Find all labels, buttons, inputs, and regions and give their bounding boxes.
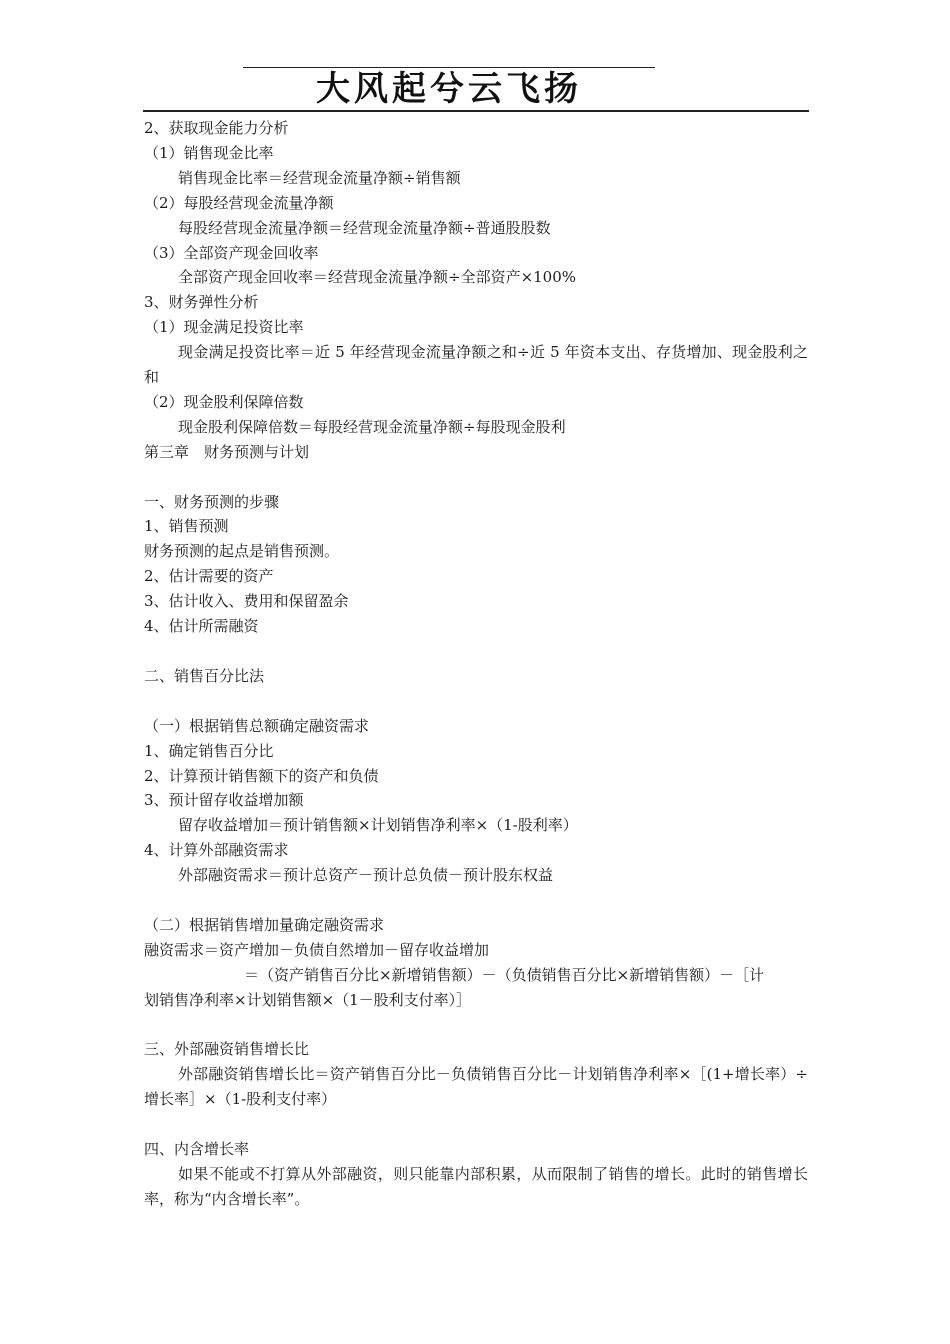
list-item: 1、确定销售百分比 xyxy=(144,741,274,760)
blank-line xyxy=(144,465,808,490)
list-item: 2、计算预计销售额下的资产和负债 xyxy=(144,766,379,785)
list-item: 2、估计需要的资产 xyxy=(144,567,274,586)
formula-line: 每股经营现金流量净额＝经营现金流量净额÷普通股股数 xyxy=(178,218,551,237)
subsection-heading: （1）现金满足投资比率 xyxy=(144,318,304,337)
list-item: 3、估计收入、费用和保留盈余 xyxy=(144,592,349,611)
formula-paragraph: 现金满足投资比率＝近 5 年经营现金流量净额之和÷近 5 年资本支出、存货增加、现金股利之和 xyxy=(144,343,808,387)
header-title: 大风起兮云飞扬 xyxy=(316,69,582,109)
list-item: 4、计算外部融资需求 xyxy=(144,841,289,860)
list-item: 4、估计所需融资 xyxy=(144,617,259,636)
header-rule-bottom xyxy=(143,110,809,112)
section-heading: 一、财务预测的步骤 xyxy=(144,492,280,511)
formula-paragraph: 外部融资销售增长比＝资产销售百分比－负债销售百分比－计划销售净利率×［(1+增长率）÷增长率］×（1-股利支付率） xyxy=(144,1065,808,1109)
formula-line: 销售现金比率＝经营现金流量净额÷销售额 xyxy=(178,168,461,187)
subsection-heading: （2）每股经营现金流量净额 xyxy=(144,193,334,212)
blank-line xyxy=(144,1013,808,1038)
subsection-heading: （3）全部资产现金回收率 xyxy=(144,243,319,262)
formula-line: 全部资产现金回收率＝经营现金流量净额÷全部资产×100% xyxy=(178,268,577,287)
formula-line: 融资需求＝资产增加－负债自然增加－留存收益增加 xyxy=(144,940,490,959)
section-heading: 三、外部融资销售增长比 xyxy=(144,1040,310,1059)
formula-line: ＝（资产销售百分比×新增销售额）－（负债销售百分比×新增销售额）－［计 xyxy=(244,965,765,984)
list-item: 3、预计留存收益增加额 xyxy=(144,791,304,810)
subsection-heading: （2）现金股利保障倍数 xyxy=(144,392,304,411)
formula-line: 留存收益增加＝预计销售额×计划销售净利率×（1-股利率） xyxy=(178,816,578,835)
subsection-heading: （1）销售现金比率 xyxy=(144,143,274,162)
section-heading: 2、获取现金能力分析 xyxy=(144,119,289,137)
blank-line xyxy=(144,639,808,664)
blank-line xyxy=(144,888,808,913)
subsection-heading: （一）根据销售总额确定融资需求 xyxy=(144,716,370,735)
section-heading: 二、销售百分比法 xyxy=(144,666,265,685)
subsection-heading: （二）根据销售增加量确定融资需求 xyxy=(144,915,385,934)
formula-line: 现金股利保障倍数＝每股经营现金流量净额÷每股现金股利 xyxy=(178,417,566,436)
body-paragraph: 如果不能或不打算从外部融资，则只能靠内部积累，从而限制了销售的增长。此时的销售增长率，称为“内含增长率”。 xyxy=(144,1164,808,1208)
chapter-heading: 第三章 财务预测与计划 xyxy=(144,442,310,461)
formula-line: 外部融资需求＝预计总资产－预计总负债－预计股东权益 xyxy=(178,866,554,885)
list-item: 1、销售预测 xyxy=(144,517,229,536)
section-heading: 四、内含增长率 xyxy=(144,1140,250,1159)
section-heading: 3、财务弹性分析 xyxy=(144,293,259,312)
body-text: 财务预测的起点是销售预测。 xyxy=(144,542,340,561)
document-body xyxy=(144,116,808,1212)
blank-line xyxy=(144,689,808,714)
blank-line xyxy=(144,1112,808,1137)
formula-line: 划销售净利率×计划销售额×（1－股利支付率）］ xyxy=(144,990,472,1009)
